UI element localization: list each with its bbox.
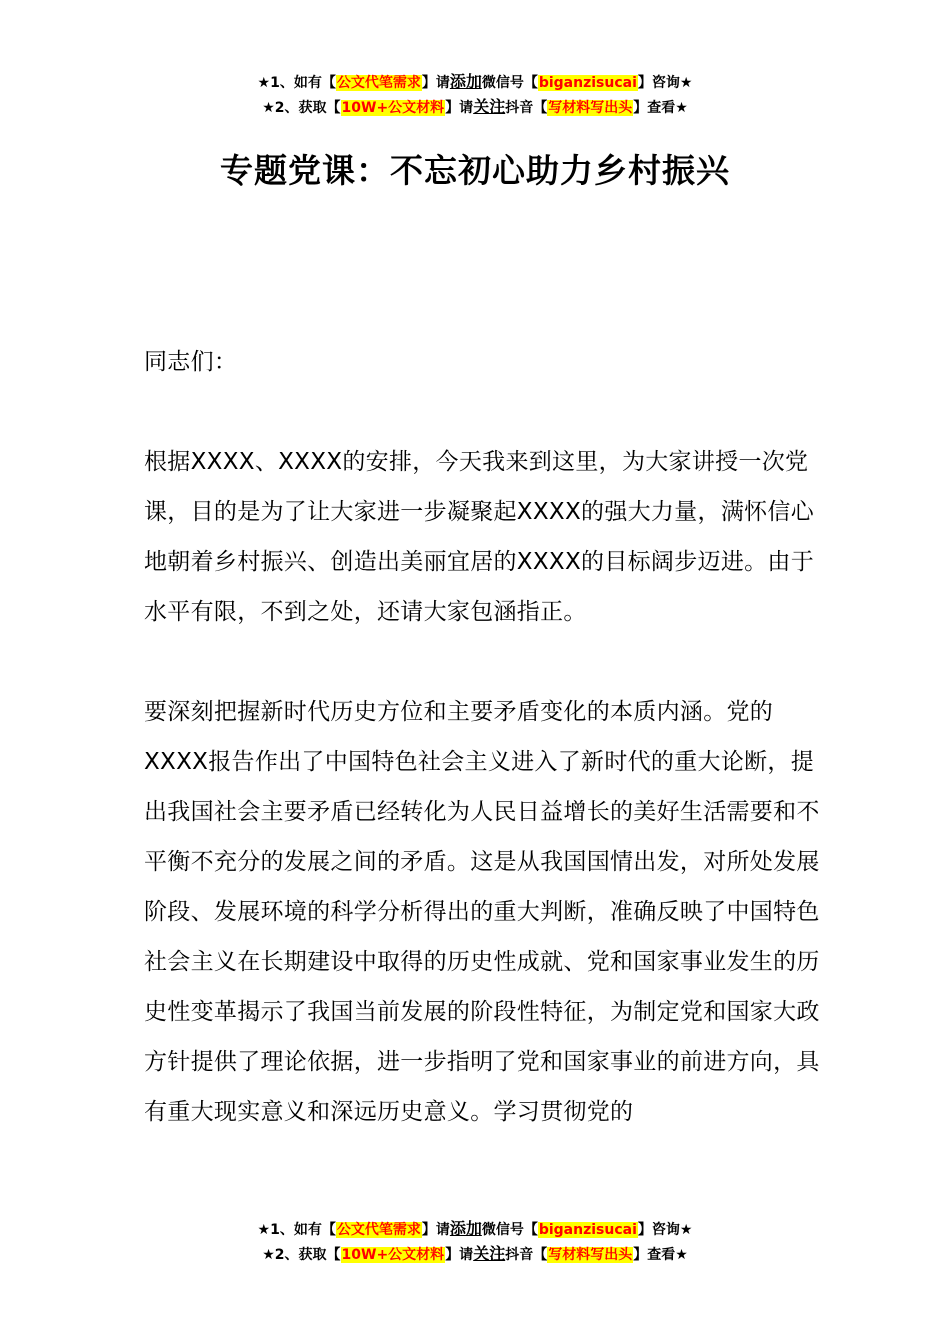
- header-banner: [0, 70, 950, 120]
- document-body: [144, 337, 834, 1187]
- banner-emphasis: 添加: [449, 1219, 482, 1238]
- banner-highlight: 写材料写出头: [548, 1247, 633, 1263]
- document-title: 专题党课：不忘初心助力乡村振兴: [220, 151, 730, 190]
- banner-line-2: ★2、获取【10W+公文材料】请关注抖音【写材料写出头】查看★: [262, 97, 688, 116]
- banner-highlight: 公文代笔需求: [336, 75, 421, 91]
- banner-line-1: ★1、如有【公文代笔需求】请添加微信号【biganzisucai】咨询★: [257, 1219, 693, 1238]
- footer-banner: [0, 1217, 950, 1267]
- salutation: 同志们：: [144, 349, 238, 375]
- banner-highlight: 公文代笔需求: [336, 1222, 421, 1238]
- banner-highlight: 写材料写出头: [548, 100, 633, 116]
- banner-highlight: 10W+公文材料: [341, 100, 445, 116]
- banner-emphasis: 关注: [473, 97, 506, 116]
- paragraph: 要深刻把握新时代历史方位和主要矛盾变化的本质内涵。党的XXXX报告作出了中国特色社会主义进入了新时代的重大论断，提出我国社会主要矛盾已经转化为人民日益增长的美好生活需要和不平衡不充分的发展之间的矛盾。这是从我国国情出发，对所处发展阶段、发展环境的科学分析得出的重大判断，准确反映了中国特色社会主义在长期建设中取得的历史性成就、党和国家事业发生的历史性变革揭示了我国当前发展的阶段性特征，为制定党和国家大政方针提供了理论依据，进一步指明了党和国家事业的前进方向，具有重大现实意义和深远历史意义。学习贯彻党的: [144, 699, 820, 1125]
- paragraph: 根据XXXX、XXXX的安排，今天我来到这里，为大家讲授一次党课，目的是为了让大家进一步凝聚起XXXX的强大力量，满怀信心地朝着乡村振兴、创造出美丽宜居的XXXX的目标阔步迈进。由于水平有限，不到之处，还请大家包涵指正。: [144, 449, 815, 625]
- banner-emphasis: 添加: [449, 72, 482, 91]
- banner-highlight: 10W+公文材料: [341, 1247, 445, 1263]
- banner-line-2: ★2、获取【10W+公文材料】请关注抖音【写材料写出头】查看★: [262, 1244, 688, 1263]
- banner-highlight: biganzisucai: [538, 1222, 637, 1238]
- banner-emphasis: 关注: [473, 1244, 506, 1263]
- banner-highlight: biganzisucai: [538, 75, 637, 91]
- banner-line-1: ★1、如有【公文代笔需求】请添加微信号【biganzisucai】咨询★: [257, 72, 693, 91]
